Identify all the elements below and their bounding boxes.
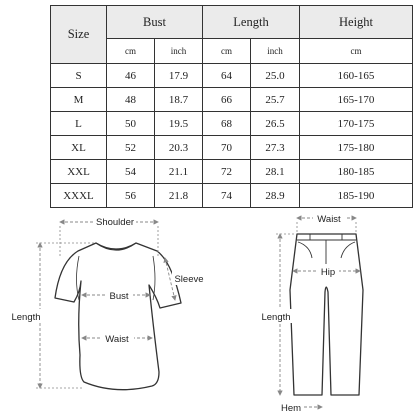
length-inch-cell: 28.1 — [251, 160, 300, 184]
length-inch-cell: 25.0 — [251, 64, 300, 88]
height-cm-cell: 160-165 — [300, 64, 413, 88]
pants-diagram — [257, 211, 363, 414]
sleeve-label: Sleeve — [174, 274, 204, 285]
length-inch-cell: 27.3 — [251, 136, 300, 160]
height-cm-cell: 180-185 — [300, 160, 413, 184]
bust-header: Bust — [107, 6, 203, 39]
tshirt-collar — [96, 243, 136, 249]
pants-hem-label: Hem — [280, 403, 302, 414]
length-inch-cell: 26.5 — [251, 112, 300, 136]
size-cell: M — [51, 88, 107, 112]
size-chart-table — [50, 5, 413, 208]
length-label: Length — [11, 312, 41, 323]
height-header: Height — [300, 6, 413, 39]
length-cm-cell: 72 — [203, 160, 251, 184]
height-cm-cell: 185-190 — [300, 184, 413, 208]
waist-label: Waist — [105, 334, 129, 345]
table-row — [51, 160, 413, 184]
bust-cm-cell: 56 — [107, 184, 155, 208]
height-cm-cell: 165-170 — [300, 88, 413, 112]
pants-pocket-left — [298, 242, 312, 258]
length-header: Length — [203, 6, 300, 39]
length-cm-cell: 66 — [203, 88, 251, 112]
bust-cm-cell: 46 — [107, 64, 155, 88]
table-row — [51, 64, 413, 88]
length-cm-cell: 68 — [203, 112, 251, 136]
bust-cm-cell: 54 — [107, 160, 155, 184]
bust-inch-cell: 21.1 — [155, 160, 203, 184]
unit-label: inch — [155, 39, 203, 64]
size-cell: XL — [51, 136, 107, 160]
unit-label: inch — [251, 39, 300, 64]
bust-cm-cell: 50 — [107, 112, 155, 136]
height-cm-cell: 170-175 — [300, 112, 413, 136]
length-cm-cell: 64 — [203, 64, 251, 88]
size-cell: XXL — [51, 160, 107, 184]
tshirt-diagram — [7, 214, 206, 390]
length-cm-cell: 74 — [203, 184, 251, 208]
pants-pocket-right — [341, 242, 355, 258]
size-header: Size — [51, 6, 107, 64]
pants-hip-label: Hip — [320, 267, 336, 278]
pants-waist-label: Waist — [317, 214, 341, 225]
bust-cm-cell: 48 — [107, 88, 155, 112]
bust-cm-cell: 52 — [107, 136, 155, 160]
table-row — [51, 184, 413, 208]
size-cell: S — [51, 64, 107, 88]
length-inch-cell: 28.9 — [251, 184, 300, 208]
tshirt-outline — [55, 243, 181, 390]
unit-label: cm — [107, 39, 155, 64]
measurement-diagrams — [0, 210, 416, 416]
table-row — [51, 112, 413, 136]
length-cm-cell: 70 — [203, 136, 251, 160]
bust-label: Bust — [109, 291, 129, 302]
table-row — [51, 88, 413, 112]
shoulder-label: Shoulder — [95, 217, 135, 228]
height-cm-cell: 175-180 — [300, 136, 413, 160]
bust-inch-cell: 21.8 — [155, 184, 203, 208]
bust-inch-cell: 20.3 — [155, 136, 203, 160]
size-cell: XXXL — [51, 184, 107, 208]
unit-label: cm — [203, 39, 251, 64]
unit-label: cm — [300, 39, 413, 64]
length-inch-cell: 25.7 — [251, 88, 300, 112]
bust-inch-cell: 18.7 — [155, 88, 203, 112]
bust-inch-cell: 17.9 — [155, 64, 203, 88]
size-cell: L — [51, 112, 107, 136]
pants-length-label: Length — [261, 312, 291, 323]
table-row — [51, 136, 413, 160]
bust-inch-cell: 19.5 — [155, 112, 203, 136]
pants-outline — [290, 234, 363, 395]
